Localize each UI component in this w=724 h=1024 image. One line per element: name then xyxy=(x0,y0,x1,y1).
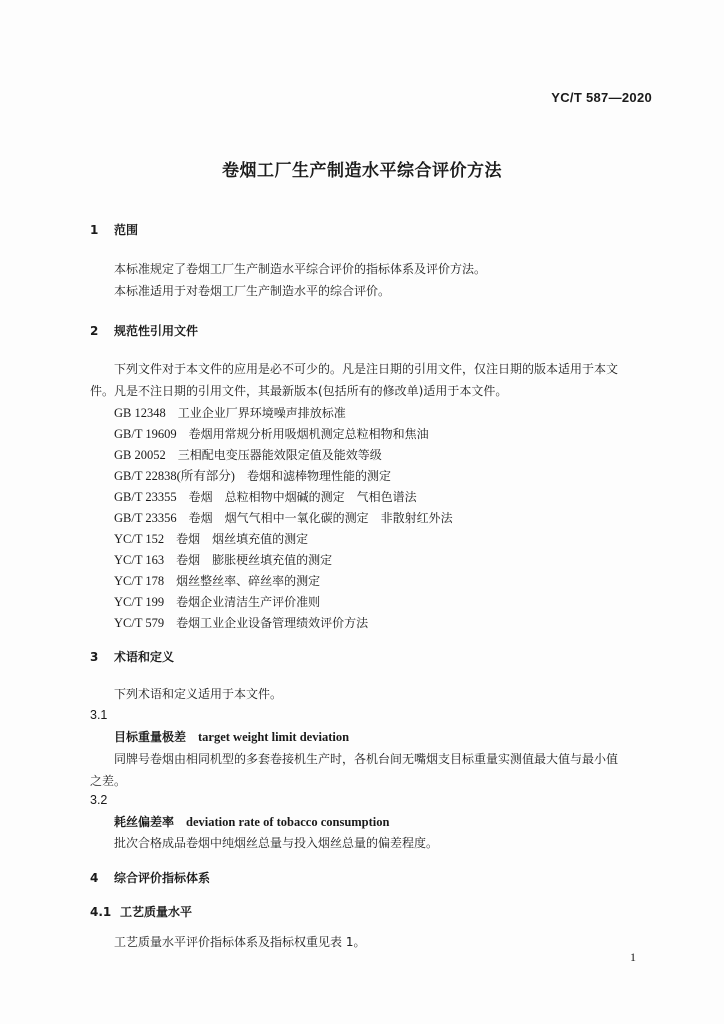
section-3-number: 3 xyxy=(90,650,99,664)
subsection-4-1-text: 工艺质量水平评价指标体系及指标权重见表 1。 xyxy=(114,935,366,949)
term-entry xyxy=(114,813,389,831)
term-english: deviation rate of tobacco consumption xyxy=(186,815,390,829)
reference-code: YC/T 199 xyxy=(114,595,165,609)
term-definition-line-1: 批次合格成品卷烟中纯烟丝总量与投入烟丝总量的偏差程度。 xyxy=(114,836,439,850)
document-title: 卷烟工厂生产制造水平综合评价方法 xyxy=(222,161,502,181)
reference-title: 卷烟用常规分析用吸烟机测定总粒相物和焦油 xyxy=(188,427,429,441)
reference-item xyxy=(114,593,320,611)
reference-title: 卷烟工业企业设备管理绩效评价方法 xyxy=(176,616,369,630)
reference-code: YC/T 579 xyxy=(114,616,165,630)
term-number: 3.2 xyxy=(90,793,108,807)
section-1-number: 1 xyxy=(90,223,99,237)
standard-code: YC/T 587—2020 xyxy=(551,90,652,105)
subsection-4-1-number: 4.1 xyxy=(90,905,112,919)
term-chinese: 耗丝偏差率 xyxy=(114,815,175,829)
reference-item xyxy=(114,446,382,464)
reference-code: GB/T 23356 xyxy=(114,511,177,525)
subsection-4-1-title: 工艺质量水平 xyxy=(120,905,193,919)
reference-item xyxy=(114,509,453,527)
term-english: target weight limit deviation xyxy=(198,730,350,744)
reference-title: 卷烟 总粒相物中烟碱的测定 气相色谱法 xyxy=(188,490,417,504)
reference-item xyxy=(114,488,417,506)
term-number: 3.1 xyxy=(90,708,108,722)
reference-item xyxy=(114,425,429,443)
section-1-para-2: 本标准适用于对卷烟工厂生产制造水平的综合评价。 xyxy=(114,284,391,298)
section-3-title: 术语和定义 xyxy=(114,650,175,664)
reference-code: GB/T 22838(所有部分) xyxy=(114,469,235,483)
section-2-number: 2 xyxy=(90,324,99,338)
section-1-heading xyxy=(90,221,138,239)
term-definition-line-2: 之差。 xyxy=(90,774,127,788)
section-2-intro-line-1: 下列文件对于本文件的应用是必不可少的。凡是注日期的引用文件，仅注日期的版本适用于本文 xyxy=(114,362,619,376)
section-2-title: 规范性引用文件 xyxy=(114,324,199,338)
reference-title: 三相配电变压器能效限定值及能效等级 xyxy=(177,448,382,462)
reference-item xyxy=(114,530,308,548)
section-4-number: 4 xyxy=(90,871,99,885)
reference-code: GB/T 23355 xyxy=(114,490,177,504)
term-definition-line-1: 同牌号卷烟由相同机型的多套卷接机生产时，各机台间无嘴烟支目标重量实测值最大值与最小值 xyxy=(114,752,619,766)
section-4-title: 综合评价指标体系 xyxy=(114,871,211,885)
section-3-heading xyxy=(90,648,174,666)
term-chinese: 目标重量极差 xyxy=(114,730,187,744)
reference-title: 卷烟 膨胀梗丝填充值的测定 xyxy=(176,553,333,567)
section-1-title: 范围 xyxy=(114,223,139,237)
reference-item xyxy=(114,467,391,485)
page-number: 1 xyxy=(630,950,636,964)
reference-title: 卷烟企业清洁生产评价准则 xyxy=(176,595,321,609)
reference-item xyxy=(114,404,346,422)
term-entry xyxy=(114,728,349,746)
reference-code: YC/T 152 xyxy=(114,532,165,546)
section-1-para-1: 本标准规定了卷烟工厂生产制造水平综合评价的指标体系及评价方法。 xyxy=(114,262,487,276)
reference-code: YC/T 163 xyxy=(114,553,165,567)
section-2-intro-line-2: 件。凡是不注日期的引用文件，其最新版本(包括所有的修改单)适用于本文件。 xyxy=(90,384,508,398)
reference-title: 卷烟和滤棒物理性能的测定 xyxy=(246,469,391,483)
section-2-heading xyxy=(90,322,198,340)
reference-code: YC/T 178 xyxy=(114,574,165,588)
reference-title: 卷烟 烟气气相中一氧化碳的测定 非散射红外法 xyxy=(188,511,453,525)
subsection-4-1-heading xyxy=(90,903,192,921)
reference-code: GB/T 19609 xyxy=(114,427,177,441)
reference-title: 烟丝整丝率、碎丝率的测定 xyxy=(176,574,321,588)
reference-code: GB 20052 xyxy=(114,448,166,462)
reference-item xyxy=(114,572,320,590)
section-4-heading xyxy=(90,869,210,887)
section-3-intro: 下列术语和定义适用于本文件。 xyxy=(114,687,283,701)
reference-item xyxy=(114,614,368,632)
reference-title: 卷烟 烟丝填充值的测定 xyxy=(176,532,309,546)
reference-code: GB 12348 xyxy=(114,406,166,420)
reference-item xyxy=(114,551,332,569)
reference-title: 工业企业厂界环境噪声排放标准 xyxy=(177,406,346,420)
